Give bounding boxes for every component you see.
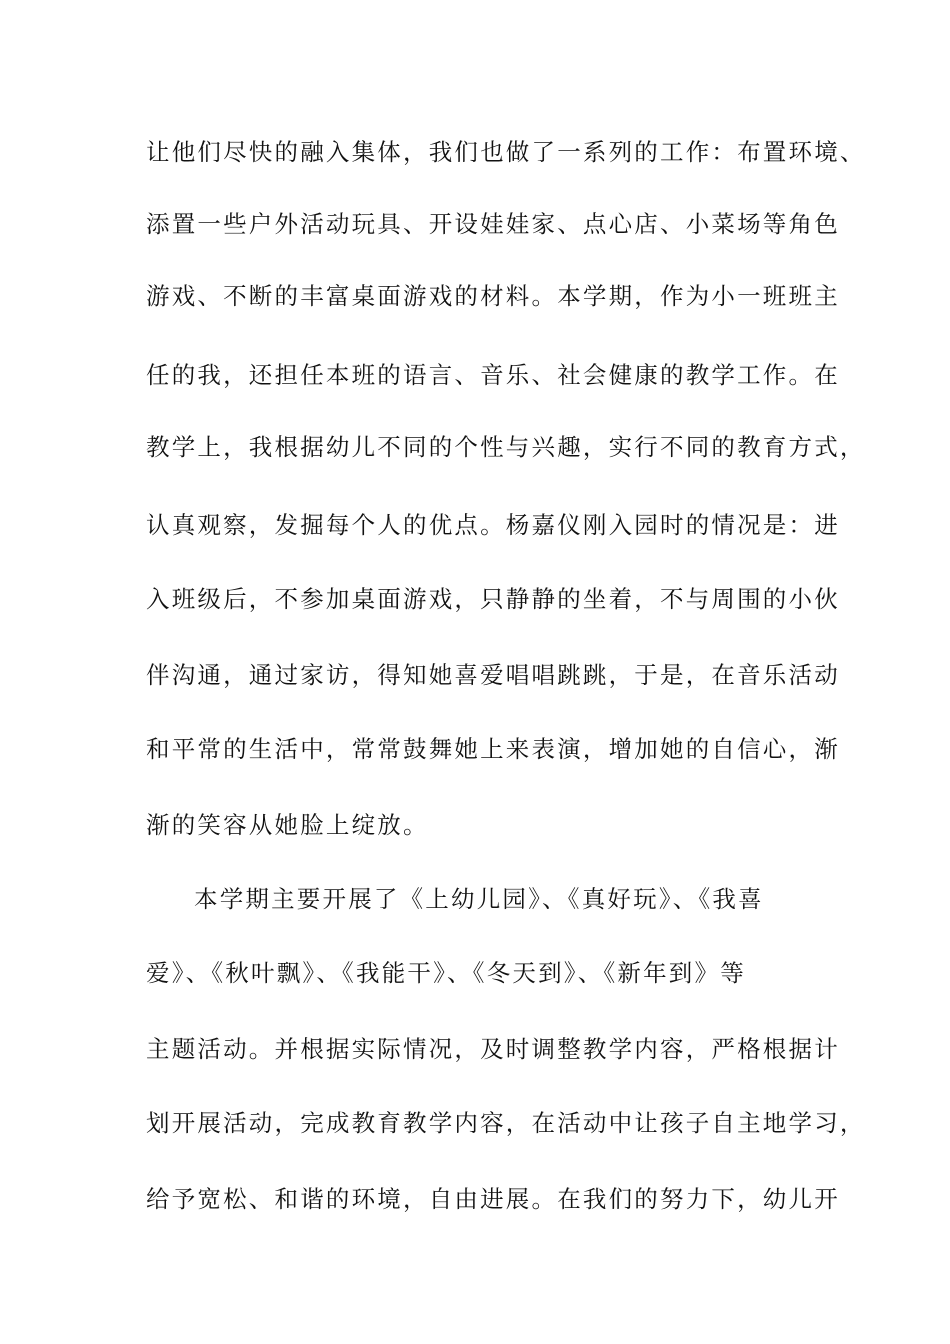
text-line: 给予宽松、和谐的环境，自由进展。在我们的努力下，幼儿开 [146,1185,840,1213]
text-line: 入班级后，不参加桌面游戏，只静静的坐着，不与周围的小伙 [146,585,840,613]
text-line: 渐的笑容从她脸上绽放。 [146,811,429,839]
text-line: 伴沟通，通过家访，得知她喜爱唱唱跳跳，于是，在音乐活动 [146,661,840,689]
text-line: 让他们尽快的融入集体，我们也做了一系列的工作：布置环境、 [146,138,866,166]
text-line: 和平常的生活中，常常鼓舞她上来表演，增加她的自信心，渐 [146,735,840,763]
text-line: 爱》、《秋叶飘》、《我能干》、《冬天到》、《新年到》等 [146,959,746,987]
text-line: 任的我，还担任本班的语言、音乐、社会健康的教学工作。在 [146,361,840,389]
text-line: 教学上，我根据幼儿不同的个性与兴趣，实行不同的教育方式， [146,433,866,461]
text-line: 游戏、不断的丰富桌面游戏的材料。本学期，作为小一班班主 [146,282,840,310]
text-line: 添置一些户外活动玩具、开设娃娃家、点心店、小菜场等角色 [146,210,840,238]
text-line: 本学期主要开展了《上幼儿园》、《真好玩》、《我喜 [194,885,764,913]
text-line: 划开展活动，完成教育教学内容，在活动中让孩子自主地学习， [146,1109,866,1137]
text-line: 主题活动。并根据实际情况，及时调整教学内容，严格根据计 [146,1035,840,1063]
text-line: 认真观察，发掘每个人的优点。杨嘉仪刚入园时的情况是：进 [146,511,840,539]
